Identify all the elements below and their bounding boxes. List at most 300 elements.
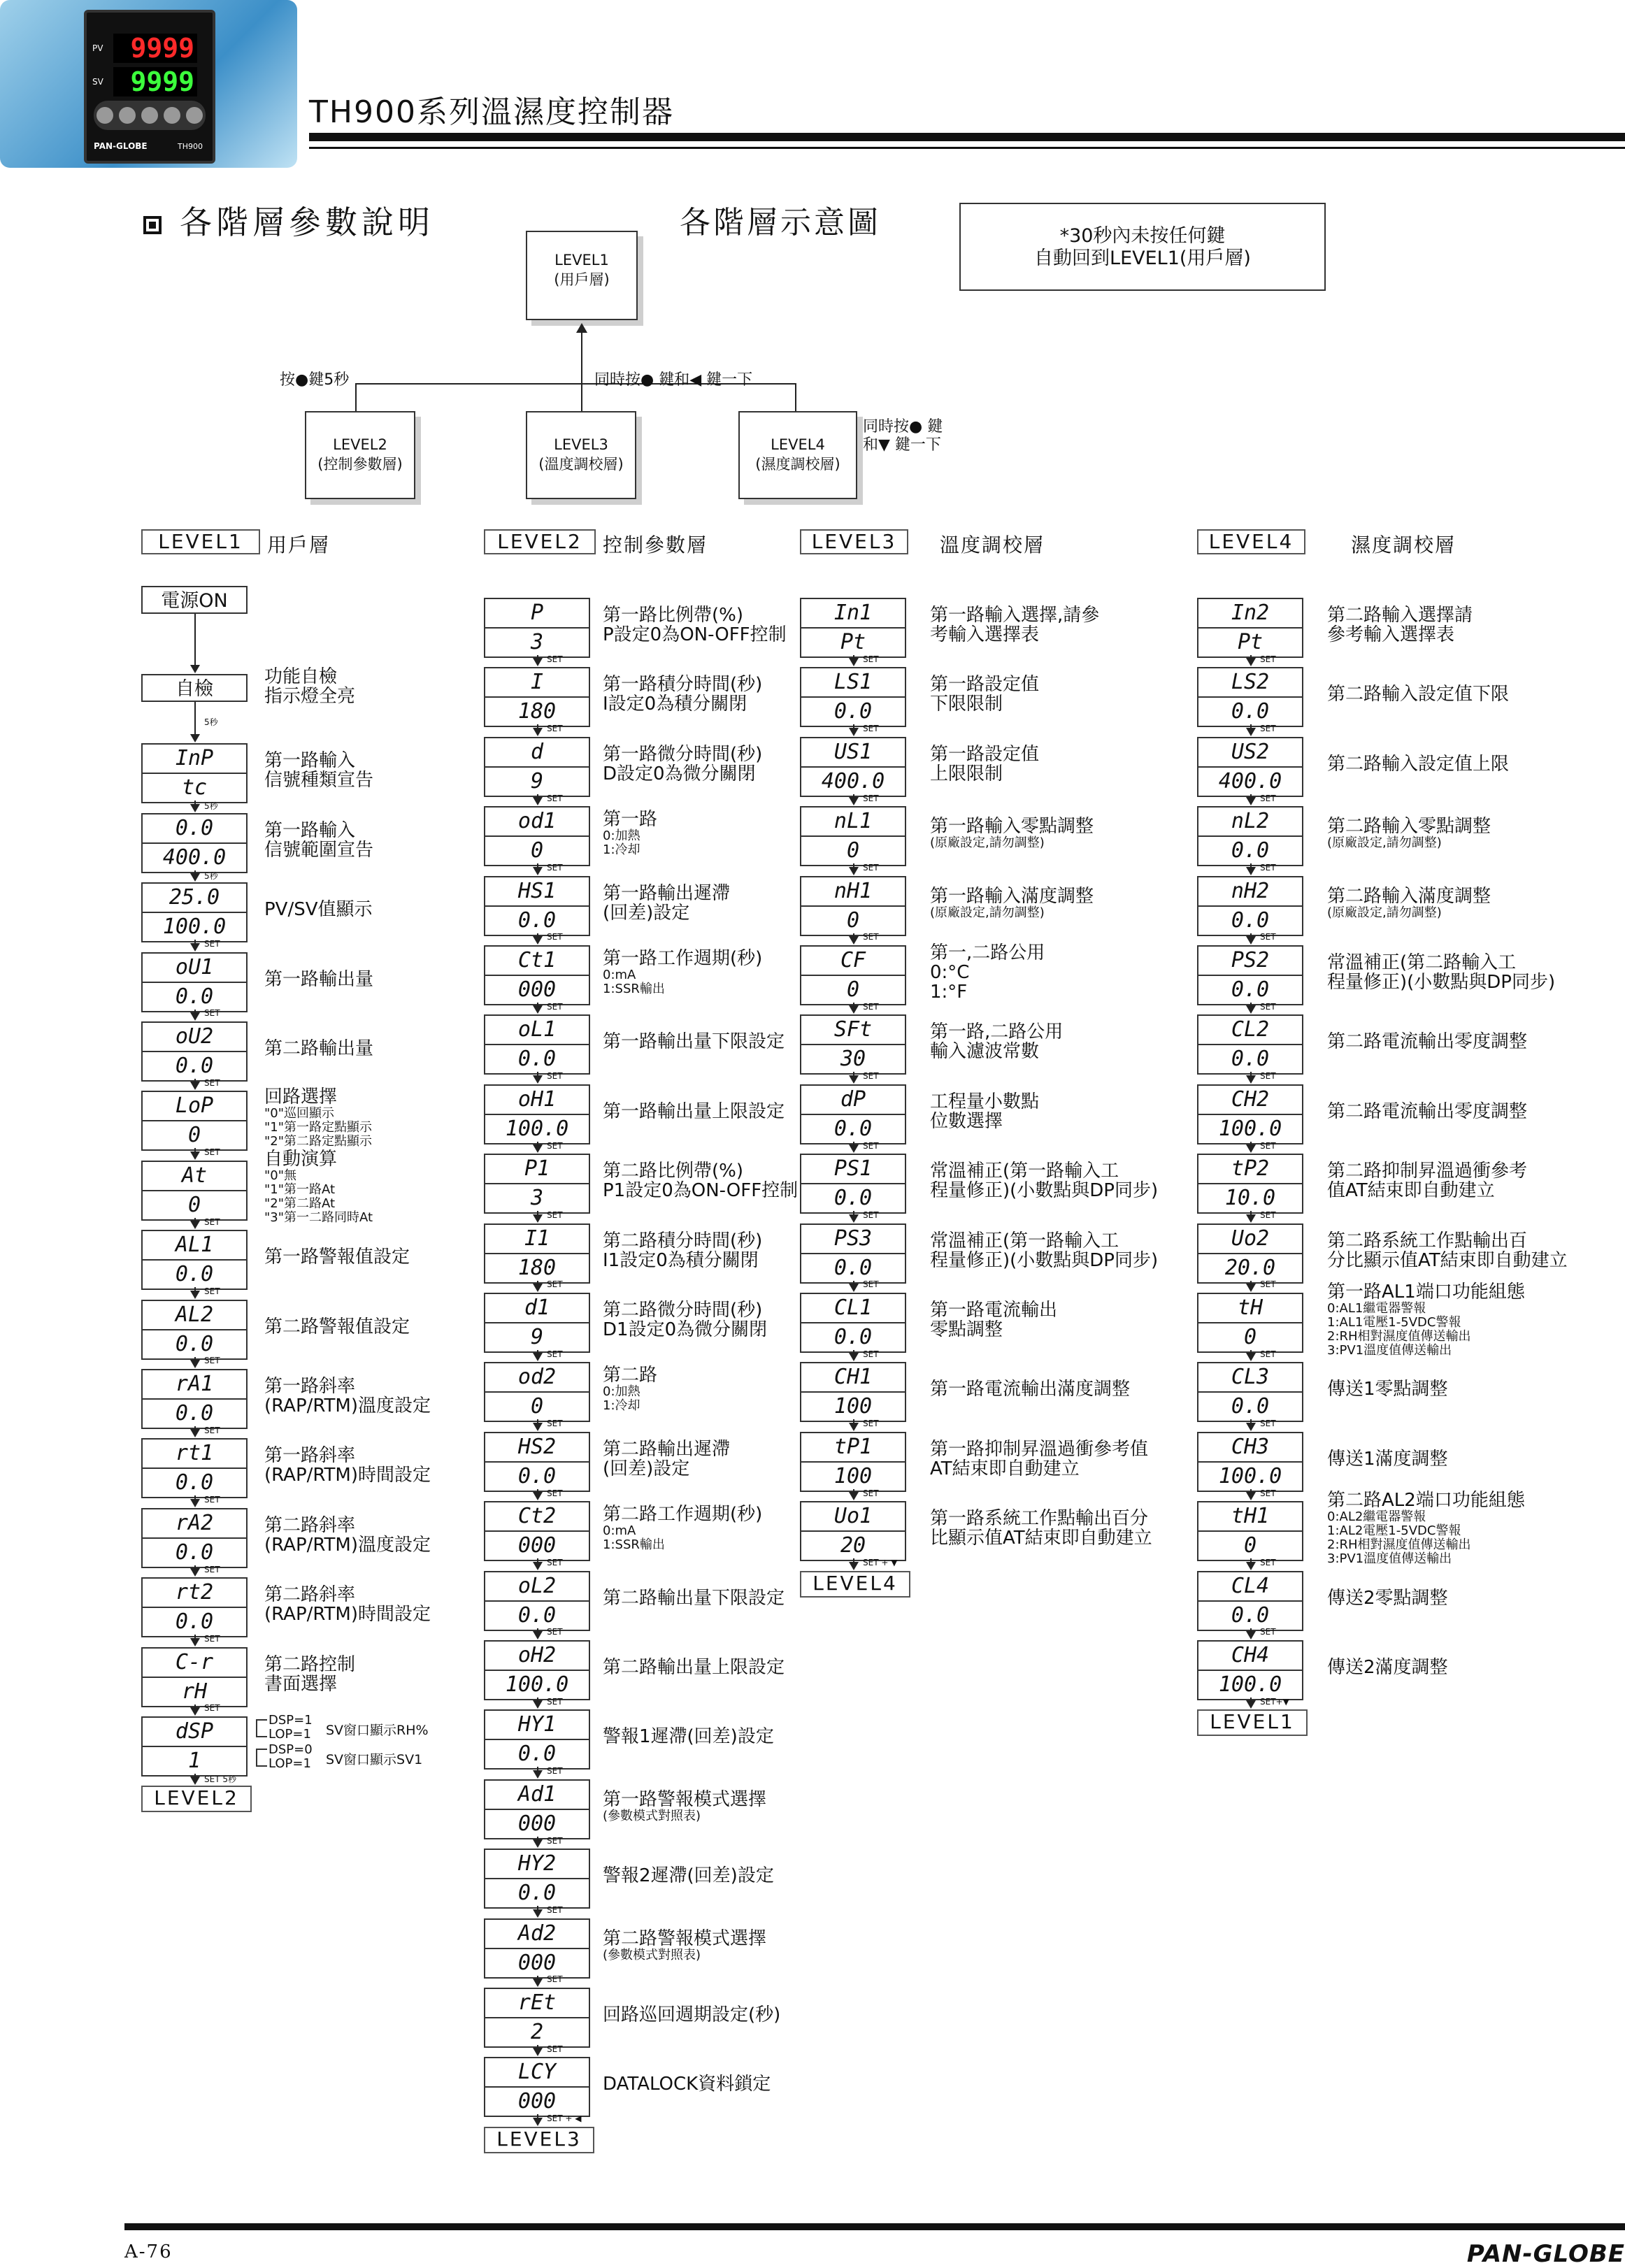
- desc-line: 第二路電流輸出零度調整: [1327, 1100, 1528, 1122]
- desc-line: 第二路輸入零點調整: [1327, 816, 1491, 838]
- header-rule: [309, 133, 1625, 141]
- down-arrow-icon: [190, 1360, 200, 1368]
- step-label: SET: [547, 1419, 563, 1429]
- desc-line: 第一,二路公用: [930, 942, 1045, 963]
- desc-line: (回差)設定: [603, 902, 690, 924]
- param-display: [800, 667, 906, 727]
- step-label: 5秒: [204, 870, 218, 881]
- desc-line: 常溫補正(第一路輸入工: [930, 1230, 1119, 1251]
- step-label: SET: [1260, 862, 1276, 873]
- step-label: SET: [547, 1488, 563, 1498]
- desc-line: 第二路輸入滿度調整: [1327, 885, 1491, 907]
- param-description: [603, 1929, 766, 1962]
- level2-key-hint: 按●鍵5秒: [280, 371, 350, 389]
- param-code: CF: [840, 948, 866, 972]
- param-value: 20: [801, 1530, 905, 1560]
- down-arrow-icon: [849, 1005, 859, 1014]
- param-display: [484, 737, 590, 797]
- param-value: 0.0: [485, 1600, 589, 1630]
- down-arrow-icon: [533, 728, 543, 736]
- param-value: 0: [801, 975, 905, 1004]
- down-arrow-icon: [533, 1562, 543, 1570]
- param-value: 100.0: [485, 1670, 589, 1699]
- param-value: 0.0: [143, 1051, 246, 1080]
- param-value: 0.0: [1198, 1391, 1302, 1421]
- down-arrow-icon: [533, 1770, 543, 1779]
- param-display: [800, 1501, 906, 1561]
- param-description: [603, 810, 657, 857]
- dsp-line: DSP=1: [269, 1713, 313, 1728]
- param-value: 3: [485, 627, 589, 656]
- param-display: [141, 1647, 248, 1707]
- desc-line: 第二路工作週期(秒): [603, 1504, 763, 1526]
- step-label: SET: [547, 1140, 563, 1151]
- param-description: [930, 1300, 1057, 1340]
- desc-line: 警報2遲滯(回差)設定: [603, 1865, 774, 1887]
- param-code: dSP: [175, 1719, 214, 1744]
- desc-line: 程量修正)(小數點與DP同步): [930, 1180, 1159, 1202]
- pv-display: 9999: [113, 34, 197, 63]
- param-description: [930, 1161, 1158, 1200]
- param-code: d1: [524, 1296, 550, 1320]
- down-arrow-icon: [1246, 867, 1256, 875]
- param-code: oU1: [175, 954, 214, 979]
- desc-line: 第一路: [603, 809, 658, 831]
- param-display: [141, 1716, 248, 1777]
- param-description: [264, 1317, 410, 1337]
- param-description: [603, 1102, 785, 1121]
- param-display: [1197, 945, 1303, 1005]
- param-display: [484, 1571, 590, 1631]
- param-value: 400.0: [143, 842, 246, 872]
- param-value: 0.0: [801, 1253, 905, 1282]
- param-value: 0.0: [1198, 1600, 1302, 1630]
- desc-line: 第二路輸出量: [264, 1038, 374, 1059]
- desc-line: D設定0為微分關閉: [603, 763, 756, 784]
- desc-line: 常溫補正(第一路輸入工: [930, 1161, 1119, 1182]
- step-label: SET: [863, 932, 879, 942]
- param-description: [1327, 1231, 1568, 1270]
- step-label: SET: [547, 862, 563, 873]
- desc-line: 第一路輸入選擇,請參: [930, 605, 1100, 626]
- param-description: [1327, 1032, 1527, 1052]
- param-code: US2: [1231, 739, 1270, 764]
- level-link: LEVEL1: [1197, 1709, 1308, 1736]
- desc-line: 第二路微分時間(秒): [603, 1300, 763, 1321]
- step-label: SET: [863, 862, 879, 873]
- desc-line: 輸入濾波常數: [930, 1041, 1040, 1063]
- param-display: [141, 1369, 248, 1429]
- down-arrow-icon: [849, 1214, 859, 1223]
- desc-line: 第二路控制: [264, 1653, 356, 1675]
- param-description: [1327, 1282, 1525, 1358]
- step-label: SET: [1260, 1349, 1276, 1359]
- param-display: [1197, 1293, 1303, 1353]
- desc-note: 1:AL2電壓1-5VDC警報: [1327, 1523, 1461, 1538]
- param-display: [484, 1709, 590, 1770]
- param-code: HY1: [517, 1712, 557, 1737]
- desc-note: 0:加熱: [603, 828, 640, 844]
- param-description: [1327, 817, 1491, 850]
- column-title: 控制參數層: [603, 533, 708, 557]
- desc-line: 第二路輸出遲滯: [603, 1438, 731, 1460]
- down-arrow-icon: [190, 1568, 200, 1577]
- down-arrow-icon: [1246, 1284, 1256, 1292]
- param-code: rA2: [175, 1510, 214, 1535]
- param-value: 0.0: [1198, 905, 1302, 935]
- param-display: [141, 952, 248, 1012]
- param-code: In1: [833, 601, 873, 625]
- param-value: 3: [485, 1183, 589, 1212]
- display-box: 電源ON: [141, 586, 248, 614]
- step-label: SET: [204, 1356, 220, 1366]
- desc-note: 0:mA: [603, 1523, 636, 1539]
- diagram-title: 各階層示意圖: [680, 205, 881, 241]
- param-code: LCY: [517, 2060, 557, 2085]
- down-arrow-icon: [1246, 1492, 1256, 1500]
- param-code: P: [530, 601, 544, 625]
- connector-line: [581, 383, 582, 411]
- param-value: Pt: [801, 627, 905, 656]
- step-label: SET: [204, 1425, 220, 1435]
- param-display: [141, 1091, 248, 1151]
- desc-line: 書面選擇: [264, 1673, 338, 1695]
- param-code: dP: [840, 1086, 866, 1112]
- down-arrow-icon: [533, 1909, 543, 1918]
- desc-note: 0:加熱: [603, 1384, 640, 1400]
- level4-key-hint: 同時按● 鍵 和▼ 鍵一下: [863, 418, 943, 454]
- down-arrow-icon: [533, 1005, 543, 1014]
- column-title: 用戶層: [267, 533, 331, 557]
- down-arrow-icon: [190, 1151, 200, 1160]
- down-arrow-icon: [190, 1499, 200, 1507]
- param-value: 000: [485, 975, 589, 1004]
- flow-line: [194, 702, 196, 735]
- param-code: CL2: [1231, 1017, 1270, 1042]
- desc-note: "0"巡回顯示: [264, 1106, 335, 1121]
- param-code: CL1: [833, 1296, 873, 1320]
- step-label: SET: [547, 1349, 563, 1359]
- step-label: SET + ◀: [547, 2113, 582, 2124]
- down-arrow-icon: [533, 2048, 543, 2056]
- down-arrow-icon: [190, 804, 200, 812]
- down-arrow-icon: [1246, 1562, 1256, 1570]
- param-description: [1327, 1161, 1527, 1200]
- param-code: od1: [517, 809, 557, 834]
- param-value: 0: [143, 1120, 246, 1149]
- param-display: [800, 876, 906, 936]
- desc-line: 比顯示值AT結束即自動建立: [930, 1528, 1152, 1549]
- desc-note: "0"無: [264, 1168, 297, 1184]
- step-label: SET: [547, 1557, 563, 1567]
- desc-note: 1:冷却: [603, 1398, 640, 1414]
- desc-line: (RAP/RTM)溫度設定: [264, 1395, 431, 1416]
- param-code: tP1: [833, 1434, 873, 1459]
- param-code: AL1: [175, 1233, 214, 1258]
- desc-line: 傳送1零點調整: [1327, 1379, 1448, 1400]
- param-code: rA1: [175, 1372, 214, 1396]
- param-description: [603, 2005, 780, 2025]
- desc-line: 第一路斜率: [264, 1376, 356, 1397]
- param-display: [484, 598, 590, 658]
- param-code: nL2: [1231, 809, 1270, 834]
- desc-line: 第二路輸入設定值上限: [1327, 753, 1510, 775]
- step-label: SET: [863, 1071, 879, 1082]
- desc-line: 第二路系統工作點輸出百: [1327, 1230, 1528, 1251]
- step-label: 5秒: [204, 717, 218, 727]
- param-description: [603, 1658, 785, 1677]
- desc-line: 第一路輸出遲滯: [603, 882, 731, 904]
- param-description: [603, 605, 787, 645]
- desc-line: 值AT結束即自動建立: [1327, 1180, 1495, 1202]
- param-description: [1327, 1449, 1448, 1469]
- param-display: [141, 743, 248, 803]
- down-arrow-icon: [533, 1214, 543, 1223]
- down-arrow-icon: [533, 1631, 543, 1639]
- param-display: [1197, 1501, 1303, 1561]
- desc-line: 下限限制: [930, 694, 1003, 715]
- step-label: SET: [863, 1488, 879, 1498]
- param-code: PS2: [1231, 948, 1270, 972]
- controller-photo: [84, 10, 215, 164]
- param-description: [264, 1039, 373, 1058]
- desc-line: I1設定0為積分關閉: [603, 1249, 759, 1271]
- down-arrow-icon: [533, 2118, 543, 2126]
- param-value: 0.0: [801, 696, 905, 726]
- down-arrow-icon: [1246, 658, 1256, 666]
- desc-line: 第二路電流輸出零度調整: [1327, 1031, 1528, 1053]
- step-label: SET: [863, 1001, 879, 1012]
- desc-line: 指示燈全亮: [264, 686, 356, 707]
- dsp-bracket: [256, 1749, 267, 1767]
- param-code: oH2: [517, 1643, 557, 1667]
- param-display: [1197, 876, 1303, 936]
- param-value: 0.0: [143, 982, 246, 1011]
- param-value: 1: [143, 1746, 246, 1775]
- param-value: 0: [1198, 1322, 1302, 1351]
- param-description: [264, 1655, 355, 1694]
- param-description: [930, 745, 1039, 784]
- desc-line: 第一路比例帶(%): [603, 605, 743, 626]
- desc-note: "2"第二路定點顯示: [264, 1134, 373, 1149]
- param-value: 0.0: [143, 1329, 246, 1358]
- step-label: SET: [1260, 1071, 1276, 1082]
- desc-line: (回差)設定: [603, 1458, 690, 1479]
- down-arrow-icon: [849, 1075, 859, 1084]
- step-label: SET: [1260, 1557, 1276, 1567]
- down-arrow-icon: [533, 1979, 543, 1987]
- param-code: CH3: [1231, 1434, 1270, 1459]
- param-value: 0.0: [485, 1461, 589, 1491]
- param-code: CH1: [833, 1365, 873, 1390]
- down-arrow-icon: [849, 867, 859, 875]
- desc-line: 第一路AL1端口功能組態: [1327, 1281, 1525, 1302]
- down-arrow-icon: [533, 1839, 543, 1848]
- dsp-line: DSP=0: [269, 1742, 313, 1757]
- param-display: [484, 667, 590, 727]
- desc-line: (RAP/RTM)時間設定: [264, 1465, 431, 1486]
- down-arrow-icon: [1246, 797, 1256, 805]
- param-value: 0.0: [485, 1044, 589, 1073]
- param-display: [1197, 1571, 1303, 1631]
- desc-note: 1:SSR輸出: [603, 1537, 665, 1553]
- desc-line: 第一路斜率: [264, 1445, 356, 1467]
- param-description: [603, 675, 762, 714]
- param-value: 0.0: [801, 1114, 905, 1143]
- param-code: oH1: [517, 1086, 557, 1112]
- param-value: 0.0: [143, 1398, 246, 1428]
- desc-line: 回路選擇: [264, 1086, 338, 1108]
- desc-line: 第一路微分時間(秒): [603, 743, 763, 765]
- param-description: [1327, 1491, 1525, 1566]
- param-description: [930, 887, 1094, 920]
- desc-note: "1"第一路定點顯示: [264, 1120, 373, 1135]
- desc-note: 1:冷却: [603, 842, 640, 858]
- param-description: [603, 1231, 762, 1270]
- desc-line: 第二路斜率: [264, 1584, 356, 1606]
- down-arrow-icon: [849, 1144, 859, 1153]
- param-value: 0.0: [1198, 696, 1302, 726]
- param-value: tc: [143, 773, 246, 802]
- step-label: SET: [547, 1766, 563, 1777]
- param-display: [141, 1577, 248, 1637]
- step-label: SET: [547, 1904, 563, 1915]
- down-arrow-icon: [190, 1429, 200, 1437]
- param-code: nH2: [1231, 878, 1270, 903]
- step-label: SET: [547, 724, 563, 734]
- param-value: 100.0: [1198, 1670, 1302, 1699]
- param-display: [484, 1014, 590, 1075]
- param-display: [800, 1293, 906, 1353]
- param-code: rt1: [175, 1441, 214, 1466]
- param-description: [930, 675, 1039, 714]
- step-label: SET: [204, 1286, 220, 1296]
- param-display: [141, 1508, 248, 1568]
- desc-note: 1:AL1電壓1-5VDC警報: [1327, 1314, 1461, 1330]
- param-value: 0.0: [143, 1607, 246, 1636]
- param-value: 0: [801, 905, 905, 935]
- step-label: SET: [1260, 1210, 1276, 1220]
- desc-line: 零點調整: [930, 1319, 1003, 1340]
- desc-note: "3"第一二路同時At: [264, 1210, 373, 1226]
- display-box: 自檢: [141, 674, 248, 702]
- step-label: SET: [547, 1835, 563, 1846]
- param-description: [930, 1231, 1158, 1270]
- connector-line: [795, 383, 796, 411]
- down-arrow-icon: [849, 1492, 859, 1500]
- desc-line: 傳送1滿度調整: [1327, 1448, 1448, 1470]
- param-description: [1327, 605, 1473, 645]
- param-display: [141, 813, 248, 873]
- param-value: 0.0: [1198, 975, 1302, 1004]
- down-arrow-icon: [190, 873, 200, 882]
- param-display: [484, 806, 590, 866]
- down-arrow-icon: [533, 1075, 543, 1084]
- param-value: 9: [485, 766, 589, 796]
- param-code: nL1: [833, 809, 873, 834]
- down-arrow-icon: [533, 936, 543, 945]
- param-display: [800, 1014, 906, 1075]
- step-label: SET: [1260, 1419, 1276, 1429]
- param-code: LoP: [175, 1093, 214, 1119]
- param-value: 9: [485, 1322, 589, 1351]
- param-display: [1197, 1640, 1303, 1700]
- down-arrow-icon: [190, 1291, 200, 1299]
- step-label: SET: [547, 1279, 563, 1290]
- param-display: [1197, 737, 1303, 797]
- desc-note: 1:SSR輸出: [603, 981, 665, 996]
- param-description: [1327, 1658, 1448, 1677]
- param-value: Pt: [1198, 627, 1302, 656]
- desc-note: 0:mA: [603, 967, 636, 982]
- desc-line: 第一路警報模式選擇: [603, 1788, 767, 1810]
- down-arrow-icon: [533, 1353, 543, 1361]
- down-arrow-icon: [533, 1144, 543, 1153]
- param-display: [800, 1432, 906, 1492]
- down-arrow-icon: [190, 734, 200, 742]
- param-code: Ad1: [517, 1781, 557, 1807]
- param-value: rH: [143, 1677, 246, 1706]
- param-description: [603, 1790, 766, 1823]
- step-label: SET: [204, 1633, 220, 1644]
- desc-line: 考輸入選擇表: [930, 624, 1040, 645]
- connector-line: [355, 383, 357, 411]
- column-title: 濕度調校層: [1351, 533, 1456, 557]
- step-label: SET: [547, 654, 563, 664]
- param-code: Ad2: [517, 1921, 557, 1946]
- desc-line: 第二路AL2端口功能組態: [1327, 1489, 1525, 1511]
- param-description: [1327, 887, 1491, 920]
- param-display: [1197, 1362, 1303, 1422]
- desc-line: 第二路積分時間(秒): [603, 1230, 763, 1251]
- desc-line: 第一路輸出量: [264, 968, 374, 990]
- param-value: 0: [485, 835, 589, 865]
- down-arrow-icon: [1246, 1631, 1256, 1639]
- desc-line: 回路巡回週期設定(秒): [603, 2004, 781, 2025]
- param-code: PS1: [833, 1156, 873, 1182]
- param-display: [1197, 598, 1303, 658]
- param-description: [264, 667, 355, 706]
- square-bullet-icon: [143, 216, 162, 234]
- pv-label: PV: [92, 43, 103, 53]
- down-arrow-icon: [533, 1423, 543, 1431]
- param-code: I1: [524, 1226, 550, 1251]
- header-rule-thin: [309, 147, 1625, 149]
- step-label: SET: [1260, 793, 1276, 803]
- desc-line: 第二路輸入設定值下限: [1327, 684, 1510, 705]
- desc-line: PV/SV值顯示: [264, 899, 373, 921]
- step-label: SET: [204, 1077, 220, 1088]
- param-description: [264, 1516, 431, 1555]
- param-display: [1197, 1223, 1303, 1284]
- param-value: 0.0: [1198, 835, 1302, 865]
- step-label: SET: [863, 654, 879, 664]
- param-description: [930, 1379, 1130, 1399]
- param-display: [800, 1154, 906, 1214]
- desc-line: 第一路電流輸出滿度調整: [930, 1379, 1131, 1400]
- param-display: [1197, 1084, 1303, 1144]
- param-code: LS1: [833, 670, 873, 695]
- desc-line: 第二路比例帶(%): [603, 1161, 743, 1182]
- param-value: 100.0: [1198, 1114, 1302, 1143]
- desc-line: 第一路系統工作點輸出百分: [930, 1508, 1149, 1530]
- flow-line: [194, 614, 196, 666]
- param-display: [484, 945, 590, 1005]
- param-value: 0.0: [143, 1259, 246, 1289]
- desc-line: 傳送2零點調整: [1327, 1587, 1448, 1609]
- desc-line: 工程量小數點: [930, 1091, 1040, 1112]
- diagram-level3-box: LEVEL3 (溫度調校層): [526, 411, 636, 499]
